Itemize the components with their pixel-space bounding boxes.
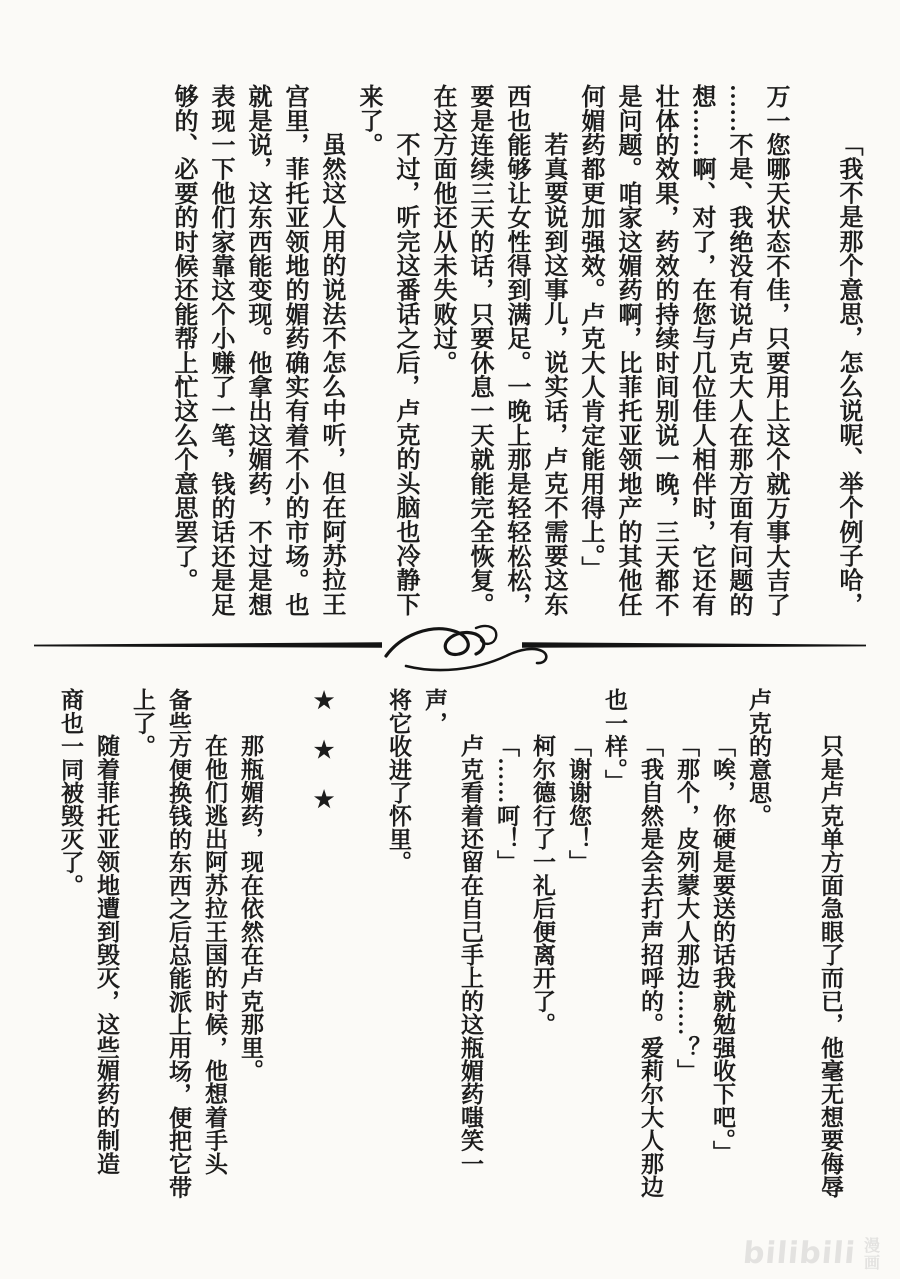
bottom-section-line-13: 那瓶媚药，现在依然在卢克那里。 [238, 734, 263, 1082]
section-divider [30, 618, 870, 674]
top-section-line-17: 表现一下他们家靠这个小赚了一笔，钱的话还是足 [207, 84, 233, 617]
top-section-line-16: 就是说，这东西能变现。他拿出这媚药，不过是想 [244, 84, 270, 617]
top-section-line-5: 壮体的效果，药效的持续时间别说一晚，三天都不 [651, 84, 677, 617]
watermark-bilibili-manga [743, 1237, 880, 1271]
top-section-line-6: 是问题。咱家这媚药啊，比菲托亚领地产的其他任 [614, 84, 640, 617]
bottom-section-line-11: 将它收进了怀里。 [386, 688, 411, 874]
top-section-line-12: 不过，听完这番话之后，卢克的头脑也冷静下 [392, 132, 418, 616]
bottom-section-line-2: 卢克的意思。 [746, 688, 771, 828]
bottom-section-line-8: 柯尔德行了一礼后便离开了。 [530, 734, 555, 1036]
top-section-line-18: 够的、必要的时候还能帮上忙这么个意思罢了。 [170, 84, 196, 593]
divider-ornament [30, 618, 870, 674]
divider-rule [34, 642, 866, 648]
bottom-section-line-7: 「谢谢您！」 [566, 734, 591, 874]
top-section-line-11: 在这方面他还从未失败过。 [429, 84, 455, 375]
top-section-line-1: 「我不是那个意思，怎么说呢、举个例子哈， [835, 132, 861, 616]
bottom-section-line-9: 「……呵！」 [494, 734, 519, 874]
bottom-section-line-17: 随着菲托亚领地遭到毁灭，这些媚药的制造 [94, 734, 119, 1175]
bottom-section [52, 688, 848, 1218]
top-section-line-8: 若真要说到这事儿，说实话，卢克不需要这东 [540, 132, 566, 616]
top-section-line-13: 来了。 [355, 84, 381, 157]
manga-badge-bottom-char: 画 [863, 1253, 880, 1272]
bottom-section-line-4: 「那个，皮列蒙大人那边……？」 [674, 734, 699, 1082]
manga-badge [864, 1237, 880, 1271]
bottom-section-line-16: 上了。 [130, 688, 155, 758]
top-section-line-7: 何媚药都更加强效。卢克大人肯定能用得上。」 [577, 84, 603, 581]
top-section-line-10: 要是连续三天的话，只要休息一天就能完全恢复。 [466, 84, 492, 617]
top-section-line-2: 万一您哪天状态不佳，只要用上这个就万事大吉了 [762, 84, 788, 617]
top-section-line-9: 西也能够让女性得到满足。一晚上那是轻轻松松， [503, 84, 529, 617]
manga-badge-top-char: 漫 [863, 1236, 880, 1255]
top-section-line-15: 宫里，菲托亚领地的媚药确实有着不小的市场。也 [281, 84, 307, 617]
top-section-line-4: 想……啊、对了，在您与几位佳人相伴时，它还有 [688, 84, 714, 617]
bottom-section-line-10: 卢克看着还留在自己手上的这瓶媚药嗤笑一声， [422, 688, 483, 1175]
bottom-section-line-5: 「我自然是会去打声招呼的。爱莉尔大人那边 [638, 734, 663, 1198]
bottom-section-line-18: 商也一同被毁灭了。 [58, 688, 83, 897]
bottom-section-line-3: 「唉，你硬是要送的话我就勉强收下吧。」 [710, 734, 735, 1164]
bottom-section-line-6: 也一样。」 [602, 688, 627, 793]
bilibili-logo: bilibili [741, 1236, 858, 1271]
bottom-section-line-12: ★ ★ ★ [312, 688, 337, 813]
top-section [164, 84, 866, 632]
bottom-section-line-15: 备些方便换钱的东西之后总能派上用场，便把它带 [166, 688, 191, 1199]
bottom-section-line-1: 只是卢克单方面急眼了而已，他毫无想要侮辱 [818, 734, 843, 1198]
top-section-line-14: 虽然这人用的说法不怎么中听，但在阿苏拉王 [318, 132, 344, 616]
bottom-section-line-14: 在他们逃出阿苏拉王国的时候，他想着手头 [202, 734, 227, 1175]
calligraphic-swirl-icon [386, 626, 546, 670]
top-section-line-3: ……不是、我绝没有说卢克大人在那方面有问题的 [725, 84, 751, 617]
